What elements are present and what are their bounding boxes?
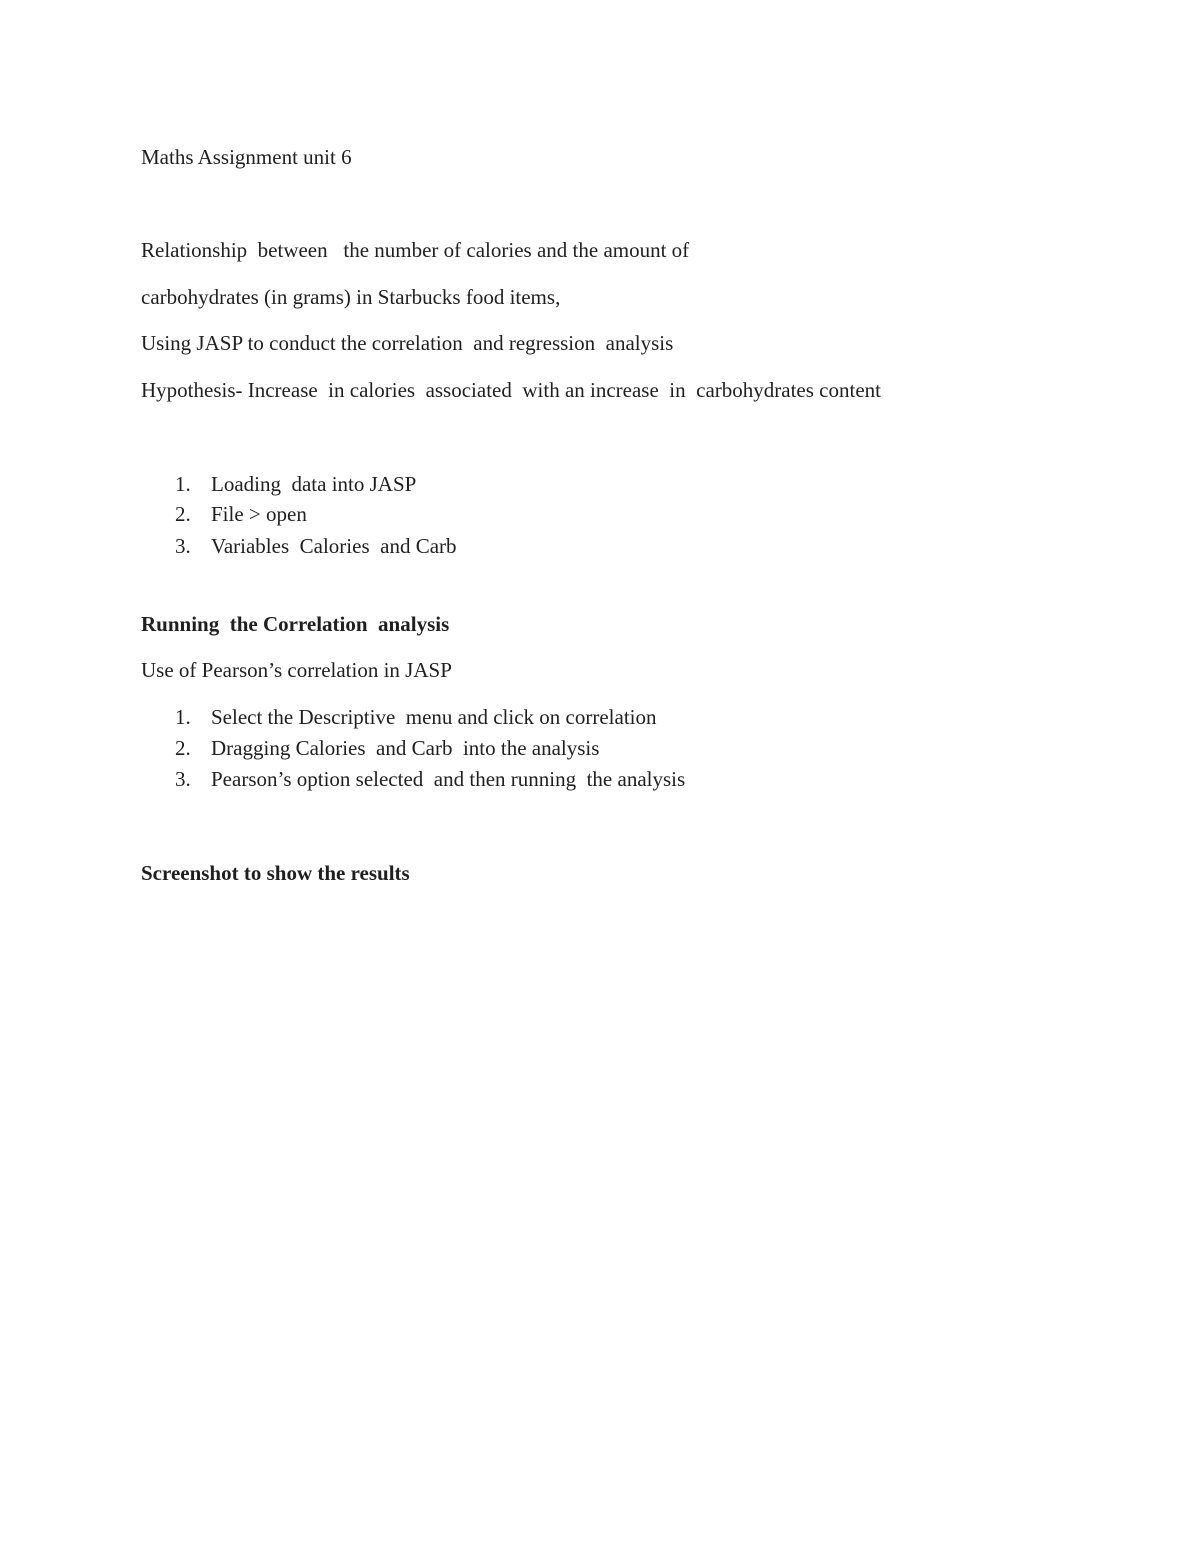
intro-line-1: Relationship between the number of calories and the amount of <box>141 238 690 262</box>
list-item: Variables Calories and Carb <box>211 534 457 558</box>
intro-line-3: Using JASP to conduct the correlation and regression analysis <box>141 331 674 355</box>
results-heading: Screenshot to show the results <box>141 861 410 885</box>
list-item-number: 1. <box>175 472 191 496</box>
correlation-heading: Running the Correlation analysis <box>141 612 450 636</box>
list-item-number: 2. <box>175 736 191 760</box>
list-item: Dragging Calories and Carb into the analysis <box>211 736 600 760</box>
list-item-number: 1. <box>175 705 191 729</box>
list-item: Pearson’s option selected and then running the analysis <box>211 767 686 791</box>
list-item: Select the Descriptive menu and click on correlation <box>211 705 657 729</box>
document-title: Maths Assignment unit 6 <box>141 145 352 169</box>
intro-line-2: carbohydrates (in grams) in Starbucks food items, <box>141 285 561 309</box>
correlation-intro: Use of Pearson’s correlation in JASP <box>141 658 452 682</box>
list-item: Loading data into JASP <box>211 472 417 496</box>
list-item-number: 3. <box>175 767 191 791</box>
list-item: File > open <box>211 502 307 526</box>
list-item-number: 3. <box>175 534 191 558</box>
hypothesis-line: Hypothesis- Increase in calories associated with an increase in carbohydrates content <box>141 378 881 402</box>
list-item-number: 2. <box>175 502 191 526</box>
